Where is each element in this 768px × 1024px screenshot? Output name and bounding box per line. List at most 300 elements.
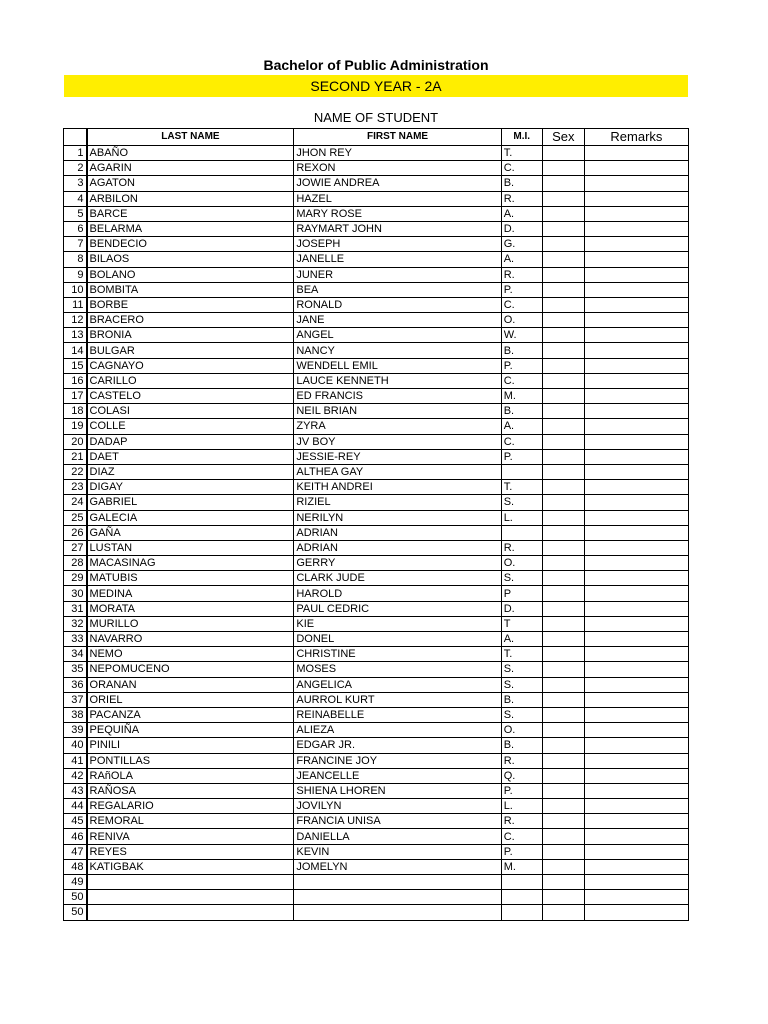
remarks-cell xyxy=(584,859,688,874)
first-name-cell: ADRIAN xyxy=(294,540,501,555)
sex-cell xyxy=(542,632,584,647)
row-number: 33 xyxy=(64,632,87,647)
first-name-cell: NEIL BRIAN xyxy=(294,404,501,419)
table-row xyxy=(64,875,689,890)
row-number: 38 xyxy=(64,707,87,722)
table-row xyxy=(64,814,689,829)
remarks-cell xyxy=(584,586,688,601)
row-number: 50 xyxy=(64,905,87,920)
table-row xyxy=(64,373,689,388)
middle-initial-cell: R. xyxy=(501,267,542,282)
last-name-cell: GALECIA xyxy=(87,510,294,525)
document-title: Bachelor of Public Administration xyxy=(263,57,489,73)
last-name-cell: REYES xyxy=(87,844,294,859)
table-row xyxy=(64,723,689,738)
sex-cell xyxy=(542,313,584,328)
last-name-cell: MORATA xyxy=(87,601,294,616)
row-number: 40 xyxy=(64,738,87,753)
row-number: 9 xyxy=(64,267,87,282)
first-name-cell: JANE xyxy=(294,313,501,328)
row-number: 7 xyxy=(64,237,87,252)
table-row xyxy=(64,434,689,449)
first-name-cell: LAUCE KENNETH xyxy=(294,373,501,388)
table-row xyxy=(64,556,689,571)
table-row xyxy=(64,905,689,920)
first-name-cell: RONALD xyxy=(294,297,501,312)
middle-initial-cell: Q. xyxy=(501,768,542,783)
first-name-cell: JEANCELLE xyxy=(294,768,501,783)
last-name-header: LAST NAME xyxy=(87,129,294,146)
middle-initial-cell: B. xyxy=(501,176,542,191)
first-name-cell: REXON xyxy=(294,161,501,176)
sex-cell xyxy=(542,495,584,510)
row-number: 4 xyxy=(64,191,87,206)
middle-initial-cell xyxy=(501,875,542,890)
first-name-cell: ALTHEA GAY xyxy=(294,464,501,479)
middle-initial-cell: D. xyxy=(501,221,542,236)
sex-header: Sex xyxy=(542,129,584,146)
row-number: 28 xyxy=(64,556,87,571)
first-name-cell: ED FRANCIS xyxy=(294,389,501,404)
table-row xyxy=(64,707,689,722)
remarks-cell xyxy=(584,313,688,328)
last-name-cell: RENIVA xyxy=(87,829,294,844)
remarks-cell xyxy=(584,677,688,692)
sex-cell xyxy=(542,753,584,768)
middle-initial-cell: A. xyxy=(501,206,542,221)
table-row xyxy=(64,297,689,312)
first-name-cell xyxy=(294,890,501,905)
sex-cell xyxy=(542,297,584,312)
first-name-cell: KEITH ANDREI xyxy=(294,480,501,495)
last-name-cell: LUSTAN xyxy=(87,540,294,555)
remarks-cell xyxy=(584,343,688,358)
middle-initial-cell xyxy=(501,464,542,479)
middle-initial-cell: P. xyxy=(501,282,542,297)
table-row xyxy=(64,313,689,328)
sex-cell xyxy=(542,540,584,555)
remarks-cell xyxy=(584,282,688,297)
last-name-cell: NAVARRO xyxy=(87,632,294,647)
middle-initial-cell: C. xyxy=(501,161,542,176)
remarks-cell xyxy=(584,905,688,920)
table-row xyxy=(64,890,689,905)
row-number: 39 xyxy=(64,723,87,738)
table-row xyxy=(64,449,689,464)
sex-cell xyxy=(542,510,584,525)
first-name-cell: KEVIN xyxy=(294,844,501,859)
sex-cell xyxy=(542,237,584,252)
table-row xyxy=(64,389,689,404)
sex-cell xyxy=(542,616,584,631)
row-number: 36 xyxy=(64,677,87,692)
sex-cell xyxy=(542,859,584,874)
remarks-cell xyxy=(584,221,688,236)
last-name-cell: CARILLO xyxy=(87,373,294,388)
middle-initial-cell: C. xyxy=(501,829,542,844)
remarks-cell xyxy=(584,510,688,525)
middle-initial-cell: R. xyxy=(501,814,542,829)
header-row xyxy=(64,129,689,146)
first-name-cell: CLARK JUDE xyxy=(294,571,501,586)
last-name-cell xyxy=(87,875,294,890)
first-name-cell: NANCY xyxy=(294,343,501,358)
remarks-cell xyxy=(584,783,688,798)
first-name-cell: CHRISTINE xyxy=(294,647,501,662)
last-name-cell: PEQUIÑA xyxy=(87,723,294,738)
table-row xyxy=(64,738,689,753)
middle-initial-cell: D. xyxy=(501,601,542,616)
middle-initial-cell: R. xyxy=(501,753,542,768)
sex-cell xyxy=(542,191,584,206)
middle-initial-cell: L. xyxy=(501,799,542,814)
row-number: 35 xyxy=(64,662,87,677)
last-name-cell: BENDECIO xyxy=(87,237,294,252)
last-name-cell: BRACERO xyxy=(87,313,294,328)
middle-initial-cell: B. xyxy=(501,692,542,707)
row-number: 17 xyxy=(64,389,87,404)
first-name-cell: JESSIE-REY xyxy=(294,449,501,464)
sex-cell xyxy=(542,480,584,495)
row-number: 32 xyxy=(64,616,87,631)
last-name-cell: BULGAR xyxy=(87,343,294,358)
last-name-cell: RAñOLA xyxy=(87,768,294,783)
row-number: 41 xyxy=(64,753,87,768)
first-name-cell: ZYRA xyxy=(294,419,501,434)
last-name-cell: BORBE xyxy=(87,297,294,312)
sex-cell xyxy=(542,328,584,343)
last-name-cell: DIGAY xyxy=(87,480,294,495)
remarks-cell xyxy=(584,237,688,252)
table-row xyxy=(64,161,689,176)
middle-initial-cell: A. xyxy=(501,419,542,434)
middle-initial-cell: L. xyxy=(501,510,542,525)
table-row xyxy=(64,495,689,510)
middle-initial-cell: B. xyxy=(501,738,542,753)
row-number: 11 xyxy=(64,297,87,312)
row-number: 43 xyxy=(64,783,87,798)
first-name-cell: HAZEL xyxy=(294,191,501,206)
remarks-cell xyxy=(584,358,688,373)
sex-cell xyxy=(542,404,584,419)
first-name-cell: KIE xyxy=(294,616,501,631)
last-name-cell: PINILI xyxy=(87,738,294,753)
row-number: 23 xyxy=(64,480,87,495)
sex-cell xyxy=(542,389,584,404)
last-name-cell: REMORAL xyxy=(87,814,294,829)
table-row xyxy=(64,677,689,692)
row-number: 3 xyxy=(64,176,87,191)
row-number: 42 xyxy=(64,768,87,783)
first-name-cell: AURROL KURT xyxy=(294,692,501,707)
middle-initial-cell xyxy=(501,905,542,920)
last-name-cell: BARCE xyxy=(87,206,294,221)
middle-initial-cell: R. xyxy=(501,540,542,555)
table-row xyxy=(64,540,689,555)
table-row xyxy=(64,146,689,161)
remarks-cell xyxy=(584,373,688,388)
row-number: 48 xyxy=(64,859,87,874)
remarks-cell xyxy=(584,267,688,282)
table-row xyxy=(64,176,689,191)
middle-initial-cell: M. xyxy=(501,859,542,874)
table-row xyxy=(64,282,689,297)
first-name-cell: JOSEPH xyxy=(294,237,501,252)
first-name-cell xyxy=(294,905,501,920)
middle-initial-cell: M. xyxy=(501,389,542,404)
row-number: 34 xyxy=(64,647,87,662)
sex-cell xyxy=(542,556,584,571)
remarks-cell xyxy=(584,495,688,510)
remarks-cell xyxy=(584,389,688,404)
last-name-cell xyxy=(87,905,294,920)
table-row xyxy=(64,510,689,525)
sex-cell xyxy=(542,525,584,540)
last-name-cell: RAÑOSA xyxy=(87,783,294,798)
first-name-cell: HAROLD xyxy=(294,586,501,601)
row-number: 29 xyxy=(64,571,87,586)
table-row xyxy=(64,632,689,647)
middle-initial-cell: A. xyxy=(501,252,542,267)
sex-cell xyxy=(542,358,584,373)
table-row xyxy=(64,221,689,236)
row-number: 2 xyxy=(64,161,87,176)
first-name-cell: ADRIAN xyxy=(294,525,501,540)
row-number: 25 xyxy=(64,510,87,525)
table-row xyxy=(64,191,689,206)
row-number: 47 xyxy=(64,844,87,859)
sex-cell xyxy=(542,738,584,753)
middle-initial-cell: G. xyxy=(501,237,542,252)
table-row xyxy=(64,358,689,373)
first-name-cell: GERRY xyxy=(294,556,501,571)
remarks-cell xyxy=(584,753,688,768)
first-name-cell: MARY ROSE xyxy=(294,206,501,221)
last-name-cell: GABRIEL xyxy=(87,495,294,510)
middle-initial-cell: S. xyxy=(501,662,542,677)
remarks-cell xyxy=(584,768,688,783)
sex-cell xyxy=(542,146,584,161)
middle-initial-cell: W. xyxy=(501,328,542,343)
remarks-cell xyxy=(584,601,688,616)
last-name-cell: DAET xyxy=(87,449,294,464)
middle-initial-cell: C. xyxy=(501,373,542,388)
table-row xyxy=(64,480,689,495)
first-name-cell: NERILYN xyxy=(294,510,501,525)
last-name-cell: MACASINAG xyxy=(87,556,294,571)
sex-cell xyxy=(542,647,584,662)
row-number: 22 xyxy=(64,464,87,479)
last-name-cell: MATUBIS xyxy=(87,571,294,586)
sex-cell xyxy=(542,221,584,236)
row-number: 16 xyxy=(64,373,87,388)
last-name-cell: KATIGBAK xyxy=(87,859,294,874)
last-name-cell: PACANZA xyxy=(87,707,294,722)
table-row xyxy=(64,799,689,814)
first-name-cell: JOWIE ANDREA xyxy=(294,176,501,191)
first-name-cell: DANIELLA xyxy=(294,829,501,844)
sex-cell xyxy=(542,905,584,920)
middle-initial-cell: B. xyxy=(501,404,542,419)
remarks-cell xyxy=(584,723,688,738)
row-number: 24 xyxy=(64,495,87,510)
first-name-cell: JV BOY xyxy=(294,434,501,449)
middle-initial-cell: T. xyxy=(501,146,542,161)
row-number: 6 xyxy=(64,221,87,236)
remarks-cell xyxy=(584,525,688,540)
middle-initial-cell: S. xyxy=(501,677,542,692)
table-row xyxy=(64,328,689,343)
row-number: 31 xyxy=(64,601,87,616)
remarks-cell xyxy=(584,434,688,449)
sex-cell xyxy=(542,434,584,449)
sex-cell xyxy=(542,875,584,890)
last-name-cell: BOMBITA xyxy=(87,282,294,297)
sex-cell xyxy=(542,373,584,388)
student-roster-table xyxy=(63,128,689,921)
row-number: 37 xyxy=(64,692,87,707)
sex-cell xyxy=(542,662,584,677)
last-name-cell: MEDINA xyxy=(87,586,294,601)
table-row xyxy=(64,206,689,221)
last-name-cell: COLASI xyxy=(87,404,294,419)
first-name-cell xyxy=(294,875,501,890)
first-name-cell: JANELLE xyxy=(294,252,501,267)
remarks-cell xyxy=(584,616,688,631)
sex-cell xyxy=(542,723,584,738)
table-row xyxy=(64,404,689,419)
table-row xyxy=(64,844,689,859)
table-row xyxy=(64,662,689,677)
last-name-cell: GAÑA xyxy=(87,525,294,540)
row-number: 5 xyxy=(64,206,87,221)
last-name-cell: ARBILON xyxy=(87,191,294,206)
row-number: 21 xyxy=(64,449,87,464)
last-name-cell xyxy=(87,890,294,905)
last-name-cell: NEMO xyxy=(87,647,294,662)
table-row xyxy=(64,647,689,662)
table-row xyxy=(64,343,689,358)
middle-initial-cell: S. xyxy=(501,571,542,586)
row-number-header xyxy=(64,129,87,146)
roster-body xyxy=(64,146,689,921)
middle-initial-cell: P. xyxy=(501,358,542,373)
sex-cell xyxy=(542,814,584,829)
last-name-cell: MURILLO xyxy=(87,616,294,631)
middle-initial-cell xyxy=(501,525,542,540)
remarks-cell xyxy=(584,571,688,586)
first-name-header: FIRST NAME xyxy=(294,129,501,146)
remarks-cell xyxy=(584,146,688,161)
last-name-cell: AGARIN xyxy=(87,161,294,176)
remarks-cell xyxy=(584,556,688,571)
first-name-cell: REINABELLE xyxy=(294,707,501,722)
row-number: 18 xyxy=(64,404,87,419)
last-name-cell: ORANAN xyxy=(87,677,294,692)
remarks-cell xyxy=(584,692,688,707)
table-row xyxy=(64,464,689,479)
remarks-cell xyxy=(584,328,688,343)
last-name-cell: PONTILLAS xyxy=(87,753,294,768)
last-name-cell: CASTELO xyxy=(87,389,294,404)
last-name-cell: NEPOMUCENO xyxy=(87,662,294,677)
sex-cell xyxy=(542,601,584,616)
remarks-header: Remarks xyxy=(584,129,688,146)
middle-initial-cell: T xyxy=(501,616,542,631)
sex-cell xyxy=(542,419,584,434)
table-row xyxy=(64,616,689,631)
last-name-cell: DADAP xyxy=(87,434,294,449)
sex-cell xyxy=(542,890,584,905)
sex-cell xyxy=(542,176,584,191)
middle-initial-cell xyxy=(501,890,542,905)
middle-initial-header: M.I. xyxy=(501,129,542,146)
sex-cell xyxy=(542,343,584,358)
row-number: 10 xyxy=(64,282,87,297)
sex-cell xyxy=(542,161,584,176)
row-number: 46 xyxy=(64,829,87,844)
sex-cell xyxy=(542,677,584,692)
middle-initial-cell: T. xyxy=(501,480,542,495)
row-number: 50 xyxy=(64,890,87,905)
last-name-cell: BRONIA xyxy=(87,328,294,343)
remarks-cell xyxy=(584,176,688,191)
table-row xyxy=(64,859,689,874)
table-row xyxy=(64,783,689,798)
first-name-cell: FRANCINE JOY xyxy=(294,753,501,768)
first-name-cell: SHIENA LHOREN xyxy=(294,783,501,798)
middle-initial-cell: T. xyxy=(501,647,542,662)
remarks-cell xyxy=(584,707,688,722)
first-name-cell: WENDELL EMIL xyxy=(294,358,501,373)
row-number: 44 xyxy=(64,799,87,814)
table-row xyxy=(64,252,689,267)
last-name-cell: ORIEL xyxy=(87,692,294,707)
table-row xyxy=(64,571,689,586)
last-name-cell: REGALARIO xyxy=(87,799,294,814)
row-number: 1 xyxy=(64,146,87,161)
middle-initial-cell: R. xyxy=(501,191,542,206)
remarks-cell xyxy=(584,844,688,859)
middle-initial-cell: C. xyxy=(501,297,542,312)
first-name-cell: ALIEZA xyxy=(294,723,501,738)
sex-cell xyxy=(542,844,584,859)
sex-cell xyxy=(542,464,584,479)
first-name-cell: EDGAR JR. xyxy=(294,738,501,753)
remarks-cell xyxy=(584,738,688,753)
sex-cell xyxy=(542,267,584,282)
sex-cell xyxy=(542,449,584,464)
remarks-cell xyxy=(584,252,688,267)
sex-cell xyxy=(542,783,584,798)
last-name-cell: DIAZ xyxy=(87,464,294,479)
remarks-cell xyxy=(584,647,688,662)
table-caption: NAME OF STUDENT xyxy=(313,110,439,125)
sex-cell xyxy=(542,282,584,297)
row-number: 20 xyxy=(64,434,87,449)
middle-initial-cell: S. xyxy=(501,707,542,722)
row-number: 15 xyxy=(64,358,87,373)
first-name-cell: BEA xyxy=(294,282,501,297)
first-name-cell: PAUL CEDRIC xyxy=(294,601,501,616)
remarks-cell xyxy=(584,404,688,419)
remarks-cell xyxy=(584,480,688,495)
middle-initial-cell: O. xyxy=(501,556,542,571)
sex-cell xyxy=(542,571,584,586)
row-number: 14 xyxy=(64,343,87,358)
last-name-cell: AGATON xyxy=(87,176,294,191)
remarks-cell xyxy=(584,161,688,176)
